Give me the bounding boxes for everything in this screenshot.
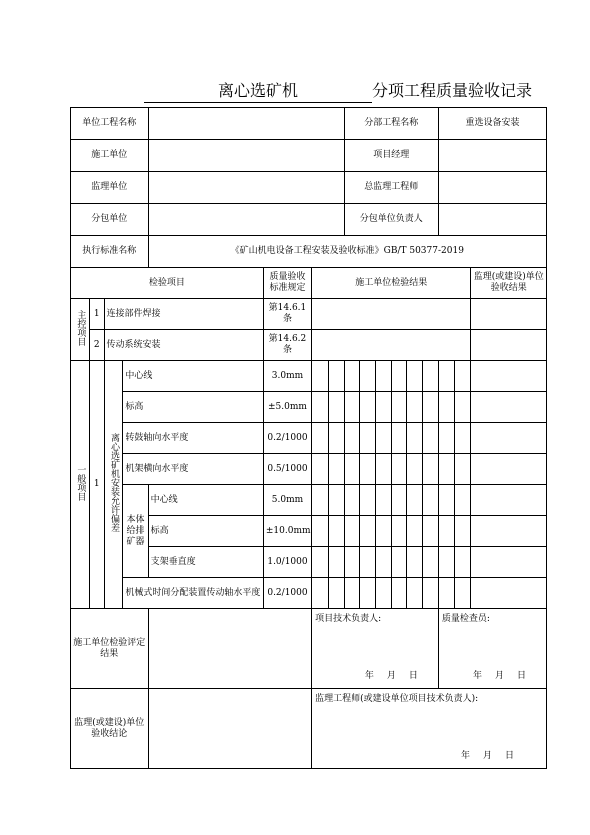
result-cell[interactable] [454,547,471,578]
main-item-no: 2 [89,330,104,361]
general-item-name: 机架横向水平度 [123,454,263,485]
main-item-acceptance[interactable] [471,330,547,361]
result-cell[interactable] [454,485,471,516]
result-cell[interactable] [438,454,454,485]
general-item-row [71,392,547,423]
main-item-standard: 第14.6.2条 [263,330,311,361]
result-cell[interactable] [438,547,454,578]
result-cell[interactable] [423,547,439,578]
result-cell[interactable] [438,516,454,547]
result-cell[interactable] [423,516,439,547]
unit-project-value[interactable] [148,108,344,140]
date-label: 年 月 日 [460,751,516,761]
col-header-acceptance: 监理(或建设)单位验收结果 [471,268,547,299]
general-item-name: 中心线 [148,485,263,516]
general-item-name: 支架垂直度 [148,547,263,578]
result-cell[interactable] [328,578,344,609]
result-cell[interactable] [423,578,439,609]
result-cell[interactable] [360,454,376,485]
result-cell[interactable] [454,361,471,392]
result-cell[interactable] [376,392,392,423]
result-cell[interactable] [360,361,376,392]
general-item-standard: 0.2/1000 [263,423,311,454]
result-cell[interactable] [423,361,439,392]
result-cell[interactable] [312,547,329,578]
general-item-name: 机械式时间分配装置传动轴水平度 [123,578,263,609]
result-cell[interactable] [312,454,329,485]
general-item-name: 转鼓轴向水平度 [123,423,263,454]
result-cell[interactable] [454,423,471,454]
title-suffix: 分项工程质量验收记录 [372,81,533,100]
result-cell[interactable] [438,392,454,423]
result-cell[interactable] [454,578,471,609]
result-cell[interactable] [328,547,344,578]
result-cell[interactable] [360,547,376,578]
result-cell[interactable] [312,423,329,454]
result-cell[interactable] [344,578,360,609]
acceptance-cell[interactable] [471,454,547,485]
sub-project-value[interactable]: 重选设备安装 [438,108,546,140]
header-row-subcontract [71,204,547,236]
date-label: 年 月 日 [364,671,420,681]
main-item-no: 1 [89,299,104,330]
subcontract-unit-value[interactable] [148,204,344,236]
result-cell[interactable] [391,361,407,392]
main-item-result[interactable] [312,330,471,361]
general-item-row [71,423,547,454]
col-header-items: 检验项目 [71,268,264,299]
result-cell[interactable] [376,578,392,609]
subcontract-head-value[interactable] [438,204,546,236]
standard-value: 《矿山机电设备工程安装及验收标准》GB/T 50377-2019 [148,236,546,268]
body-feeder-label: 本体给排矿器 [123,485,148,578]
general-item-sub-label: 离心选矿机安装允许偏差 [104,361,123,609]
supervision-conclusion-blank[interactable] [148,689,312,769]
result-cell[interactable] [312,578,329,609]
supervision-conclusion-row [71,689,547,769]
project-manager-label: 项目经理 [344,140,438,172]
main-item-row [71,299,547,330]
col-header-standard: 质量验收标准规定 [263,268,311,299]
result-cell[interactable] [360,392,376,423]
result-cell[interactable] [344,516,360,547]
header-row-unit-project [71,108,547,140]
header-row-supervision [71,172,547,204]
result-cell[interactable] [312,361,329,392]
general-item-standard: 3.0mm [263,361,311,392]
acceptance-cell[interactable] [471,516,547,547]
result-cell[interactable] [407,454,423,485]
result-cell[interactable] [391,578,407,609]
construction-conclusion-row [71,609,547,689]
result-cell[interactable] [328,454,344,485]
main-item-name: 传动系统安装 [104,330,263,361]
result-cell[interactable] [438,361,454,392]
general-item-standard: 0.2/1000 [263,578,311,609]
result-cell[interactable] [407,578,423,609]
result-cell[interactable] [423,423,439,454]
result-cell[interactable] [423,454,439,485]
standard-label: 执行标准名称 [71,236,149,268]
sub-project-label: 分部工程名称 [344,108,438,140]
result-cell[interactable] [454,516,471,547]
result-cell[interactable] [360,423,376,454]
result-cell[interactable] [407,485,423,516]
subcontract-unit-label: 分包单位 [71,204,149,236]
result-cell[interactable] [344,361,360,392]
acceptance-cell[interactable] [471,361,547,392]
general-item-row [71,454,547,485]
general-item-row [71,361,547,392]
result-cell[interactable] [407,516,423,547]
general-item-no: 1 [89,361,104,609]
result-cell[interactable] [312,392,329,423]
subcontract-head-label: 分包单位负责人 [344,204,438,236]
result-cell[interactable] [391,392,407,423]
result-cell[interactable] [360,485,376,516]
supervisor-cell[interactable] [312,689,547,769]
general-item-standard: 0.5/1000 [263,454,311,485]
construction-unit-value[interactable] [148,140,344,172]
inspector-label: 质量检查员: [441,614,490,624]
main-item-result[interactable] [312,299,471,330]
construction-conclusion-blank[interactable] [148,609,312,689]
result-cell[interactable] [376,454,392,485]
general-item-standard: 1.0/1000 [263,547,311,578]
inspector-cell[interactable] [438,609,546,689]
construction-conclusion-label: 施工单位检验评定结果 [71,609,149,689]
result-cell[interactable] [438,423,454,454]
acceptance-cell[interactable] [471,485,547,516]
construction-unit-label: 施工单位 [71,140,149,172]
result-cell[interactable] [423,392,439,423]
supervision-conclusion-label: 监理(或建设)单位验收结论 [71,689,149,769]
main-items-group-label: 主控项目 [71,299,90,361]
result-cell[interactable] [407,423,423,454]
result-cell[interactable] [344,547,360,578]
general-item-name: 标高 [148,516,263,547]
result-cell[interactable] [328,485,344,516]
general-item-standard: 5.0mm [263,485,311,516]
result-cell[interactable] [407,361,423,392]
general-item-name: 标高 [123,392,263,423]
header-row-standard [71,236,547,268]
acceptance-cell[interactable] [471,578,547,609]
result-cell[interactable] [391,423,407,454]
result-cell[interactable] [344,392,360,423]
result-cell[interactable] [344,485,360,516]
result-cell[interactable] [312,485,329,516]
general-item-row [71,485,547,516]
result-cell[interactable] [438,578,454,609]
result-cell[interactable] [376,516,392,547]
tech-lead-cell[interactable] [312,609,439,689]
general-item-row [71,578,547,609]
project-name-field: 离心选矿机 [144,80,372,103]
main-item-acceptance[interactable] [471,299,547,330]
result-cell[interactable] [391,485,407,516]
result-cell[interactable] [454,392,471,423]
header-row-construction [71,140,547,172]
result-cell[interactable] [391,516,407,547]
col-header-results: 施工单位检验结果 [312,268,471,299]
supervisor-label: 监理工程师(或建设单位项目技术负责人): [315,694,479,704]
result-cell[interactable] [376,423,392,454]
supervision-unit-value[interactable] [148,172,344,204]
result-cell[interactable] [438,485,454,516]
acceptance-cell[interactable] [471,423,547,454]
result-cell[interactable] [391,547,407,578]
result-cell[interactable] [360,516,376,547]
general-items-group-label: 一般项目 [71,361,90,609]
result-cell[interactable] [328,423,344,454]
acceptance-cell[interactable] [471,547,547,578]
main-item-standard: 第14.6.1条 [263,299,311,330]
result-cell[interactable] [391,454,407,485]
general-item-standard: ±10.0mm [263,516,311,547]
acceptance-cell[interactable] [471,392,547,423]
main-item-name: 连接部件焊接 [104,299,263,330]
chief-supervisor-label: 总监理工程师 [344,172,438,204]
result-cell[interactable] [407,392,423,423]
result-cell[interactable] [376,547,392,578]
supervision-unit-label: 监理单位 [71,172,149,204]
column-header-row [71,268,547,299]
acceptance-form-table [70,107,547,769]
main-item-row [71,330,547,361]
date-label: 年 月 日 [472,671,528,681]
result-cell[interactable] [328,361,344,392]
result-cell[interactable] [344,423,360,454]
result-cell[interactable] [376,361,392,392]
result-cell[interactable] [328,392,344,423]
result-cell[interactable] [376,485,392,516]
result-cell[interactable] [360,578,376,609]
result-cell[interactable] [423,485,439,516]
unit-project-label: 单位工程名称 [71,108,149,140]
tech-lead-label: 项目技术负责人: [315,614,382,624]
result-cell[interactable] [312,516,329,547]
result-cell[interactable] [344,454,360,485]
page-title [70,80,550,106]
general-item-standard: ±5.0mm [263,392,311,423]
result-cell[interactable] [328,516,344,547]
result-cell[interactable] [407,547,423,578]
project-manager-value[interactable] [438,140,546,172]
chief-supervisor-value[interactable] [438,172,546,204]
general-item-name: 中心线 [123,361,263,392]
result-cell[interactable] [454,454,471,485]
